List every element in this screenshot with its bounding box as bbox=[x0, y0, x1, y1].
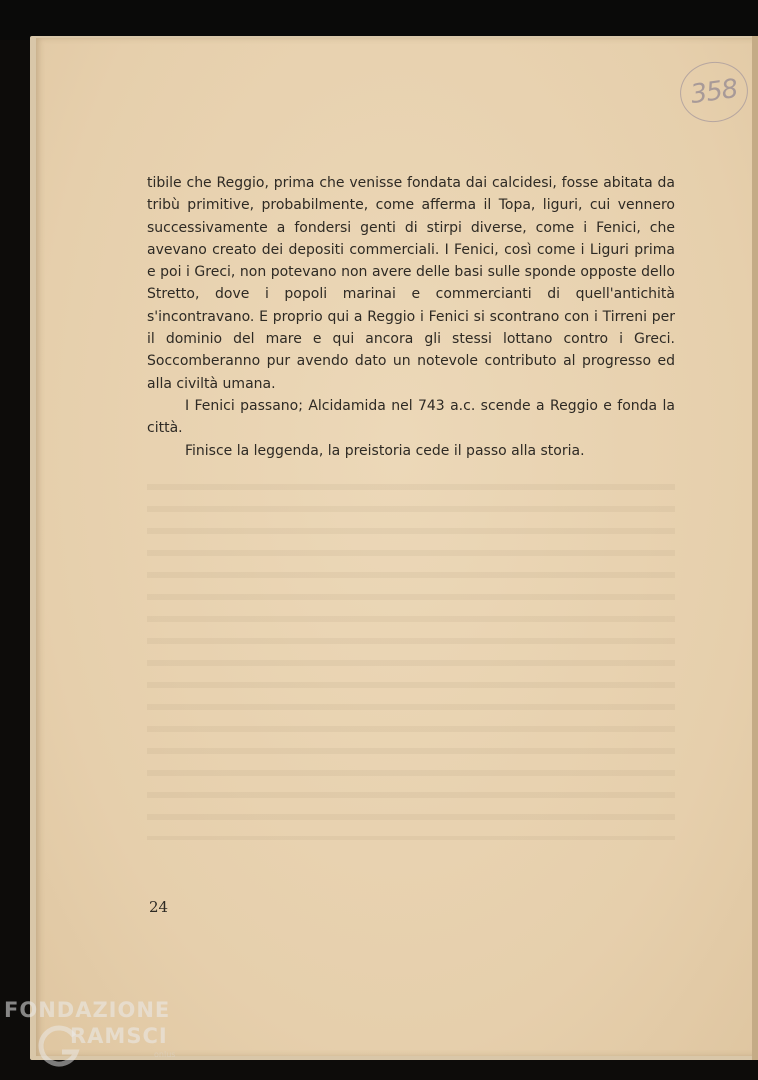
watermark bbox=[4, 998, 194, 1078]
watermark-subtext: onlus bbox=[154, 1050, 176, 1059]
paragraph-2: I Fenici passano; Alcidamida nel 743 a.c. scende a Reggio e fonda la città. bbox=[147, 397, 675, 437]
page-right-edge bbox=[752, 36, 758, 1060]
page-number: 24 bbox=[149, 898, 169, 916]
paragraph-1: tibile che Reggio, prima che venisse fondata dai calcidesi, fosse abitata da tribù primitive, probabilmente, come afferma il Topa, liguri, cui vennero successivamente a fondersi genti di stirpi diverse, come i Fenici, che avevano creato dei depositi commerciali. I Fenici, così come i Liguri prima e poi i Greci, non potevano non avere delle basi sulle sponde opposte dello Stretto, dove i popoli marinai e commercianti di quell'antichità s'incontravano. E proprio qui a Reggio i Fenici si scontrano con i Tirreni per il dominio del mare e qui ancora gli stessi lottano contro i Greci. Soccomberanno pur avendo dato un notevole contributo al progresso ed alla civiltà umana. bbox=[147, 175, 675, 392]
body-text bbox=[147, 172, 675, 462]
show-through-text bbox=[147, 470, 675, 840]
archive-stamp: 358 bbox=[676, 58, 752, 127]
watermark-line-1: FONDAZIONE bbox=[4, 998, 171, 1022]
paragraph-3: Finisce la leggenda, la preistoria cede il passo alla storia. bbox=[185, 442, 585, 459]
watermark-line-2: RAMSCI bbox=[70, 1024, 168, 1048]
scan-background bbox=[0, 0, 758, 40]
